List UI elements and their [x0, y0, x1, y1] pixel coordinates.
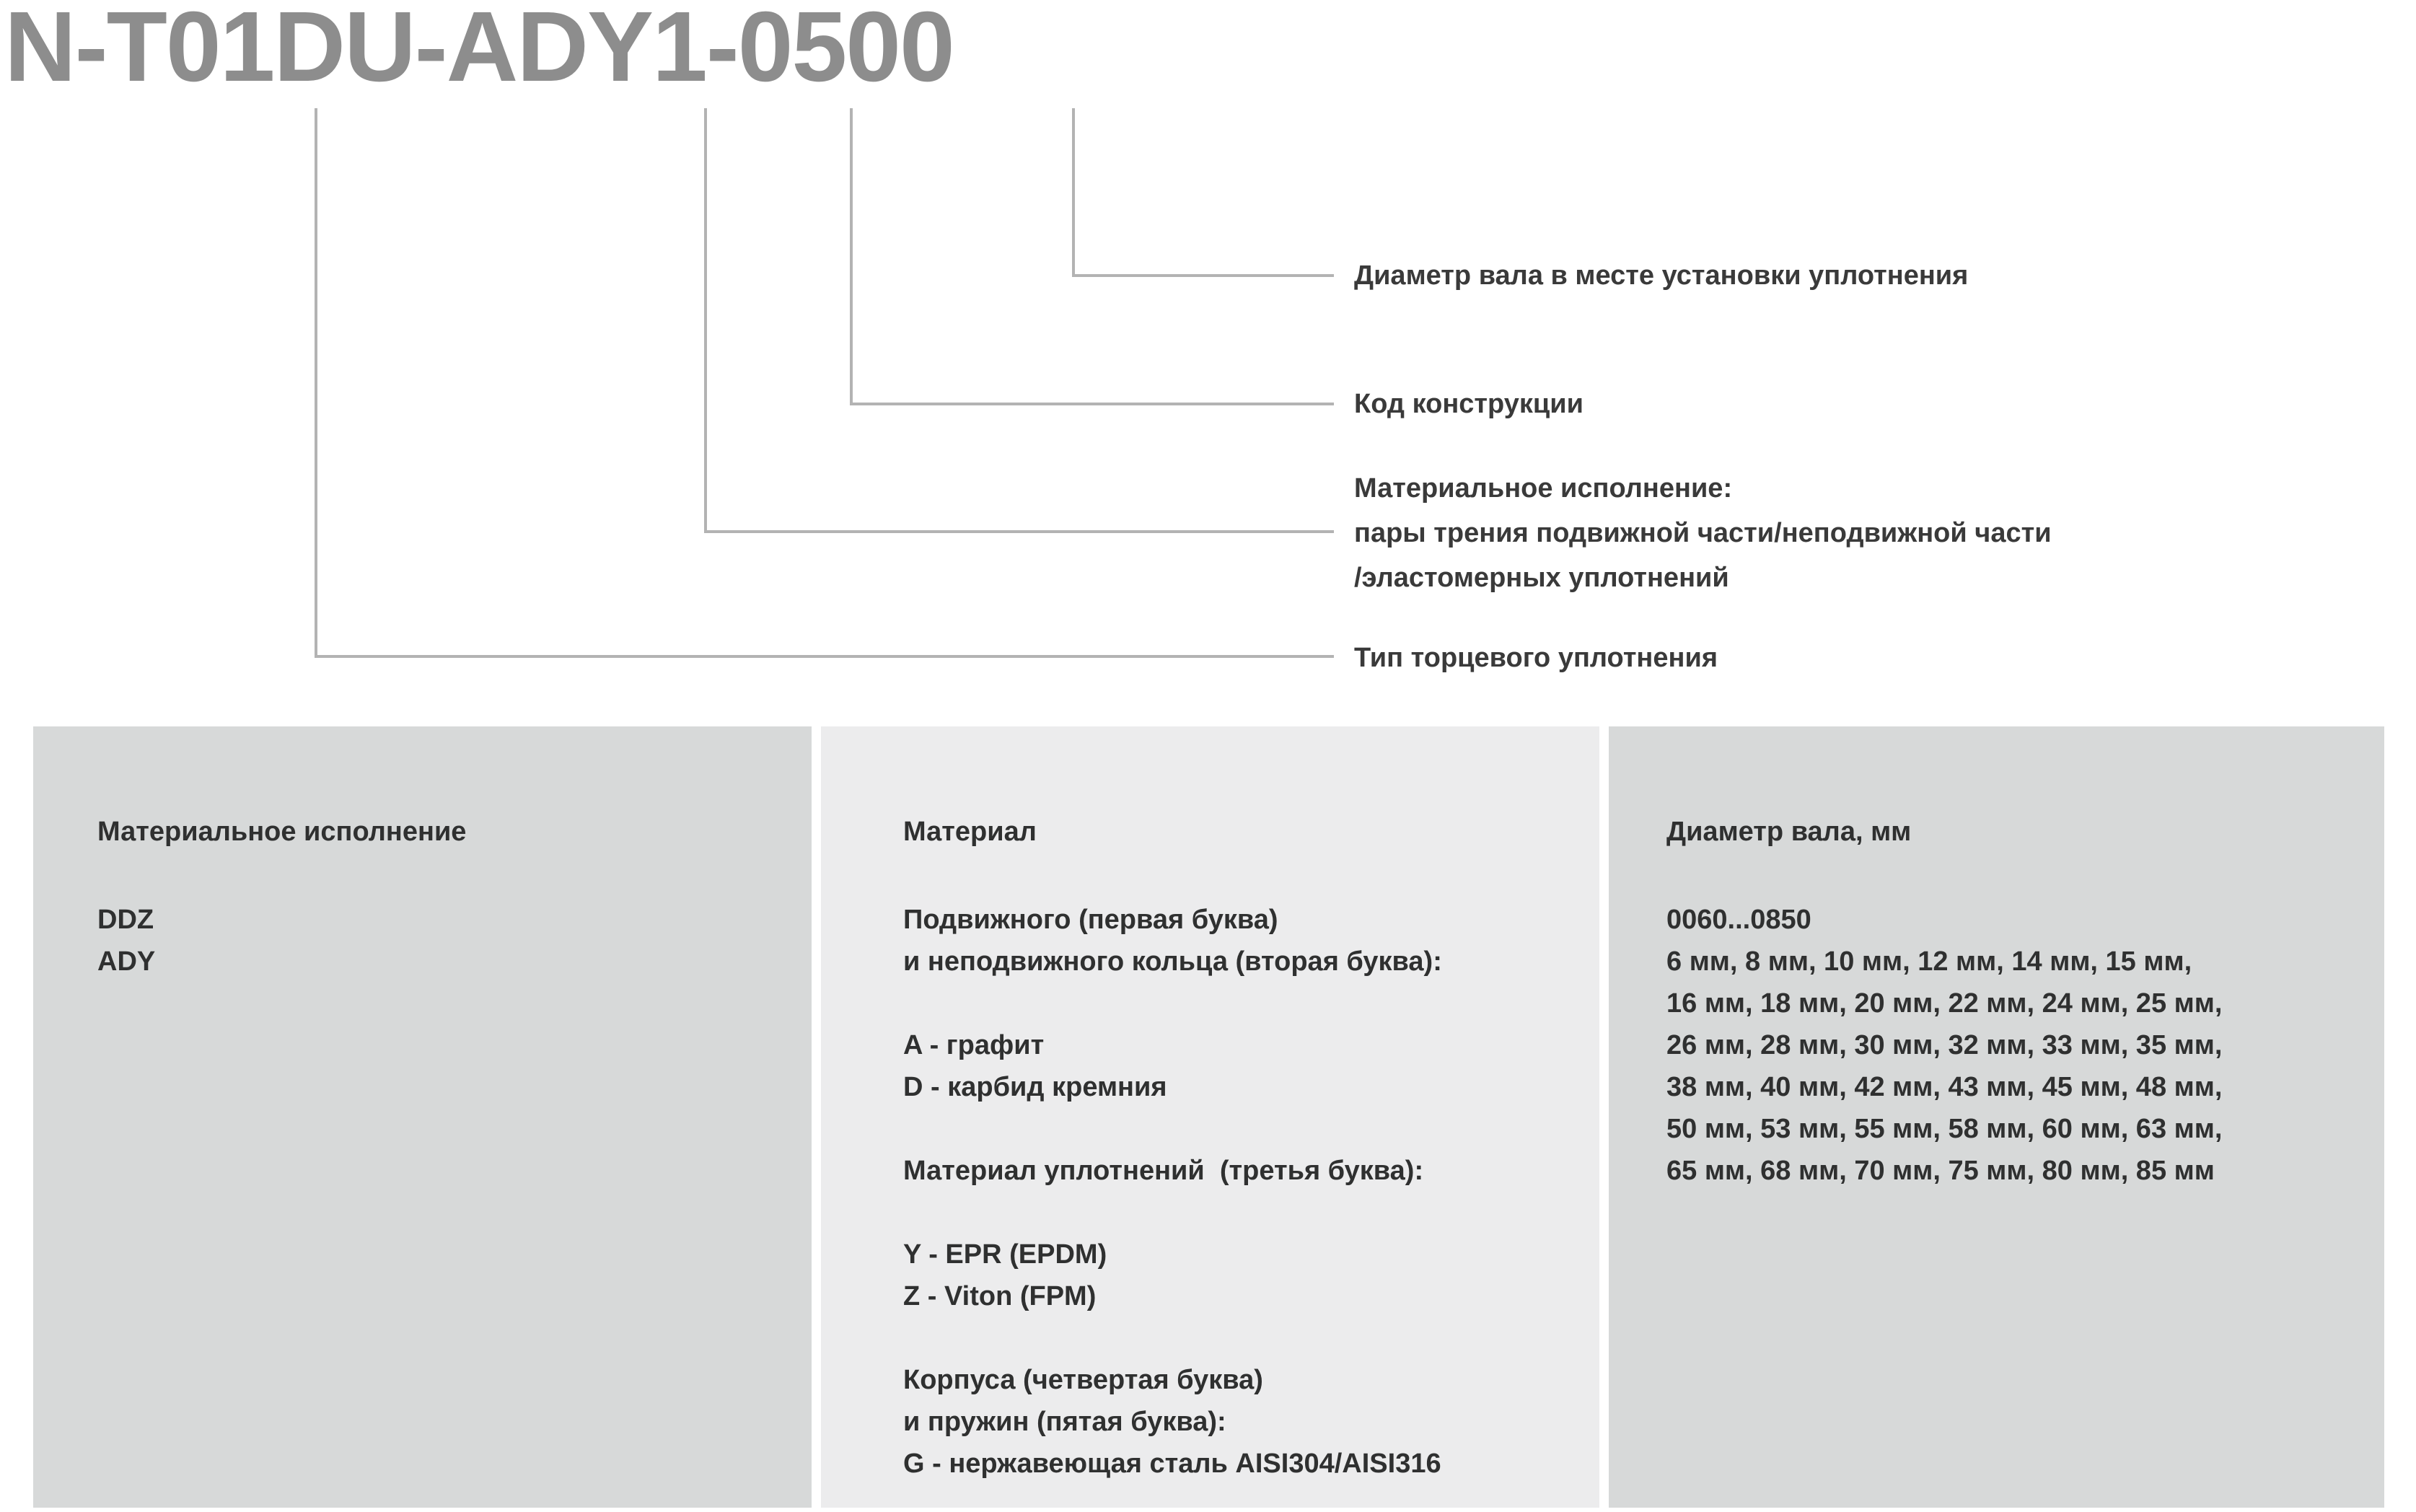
column-header-material: Материал	[903, 817, 1037, 847]
text-line: 50 мм, 53 мм, 55 мм, 58 мм, 60 мм, 63 мм,	[1666, 1114, 2223, 1144]
text-line: ADY	[97, 946, 156, 977]
text-line: Подвижного (первая буква)	[903, 905, 1278, 935]
column-header-material-version: Материальное исполнение	[97, 817, 467, 847]
column-body-material-version	[97, 899, 155, 983]
text-line: Y - EPR (EPDM)	[903, 1239, 1107, 1270]
callout-label-shaft-diameter: Диаметр вала в месте установки уплотнения	[1354, 260, 1969, 291]
text-line	[903, 983, 1442, 1024]
text-line: Z - Viton (FPM)	[903, 1281, 1097, 1311]
text-line: 16 мм, 18 мм, 20 мм, 22 мм, 24 мм, 25 мм,	[1666, 988, 2223, 1019]
text-line: Материал уплотнений (третья буква):	[903, 1156, 1424, 1186]
text-line: Корпуса (четвертая буква)	[903, 1365, 1263, 1395]
callout-label-seal-type: Тип торцевого уплотнения	[1354, 643, 1718, 673]
callout-label-design-code: Код конструкции	[1354, 389, 1583, 419]
text-line: пары трения подвижной части/неподвижной части	[1354, 518, 2052, 548]
text-line: Материальное исполнение:	[1354, 473, 1733, 504]
text-line: и неподвижного кольца (вторая буква):	[903, 946, 1442, 977]
text-line: 65 мм, 68 мм, 70 мм, 75 мм, 80 мм, 85 мм	[1666, 1156, 2215, 1186]
column-header-shaft-diameter: Диаметр вала, мм	[1666, 817, 1912, 847]
text-line	[903, 1317, 1442, 1359]
text-line: и пружин (пятая буква):	[903, 1407, 1226, 1437]
text-line: 6 мм, 8 мм, 10 мм, 12 мм, 14 мм, 15 мм,	[1666, 946, 2192, 977]
text-line: G - нержавеющая сталь AISI304/AISI316	[903, 1449, 1441, 1479]
text-line: A - графит	[903, 1030, 1045, 1060]
text-line: 38 мм, 40 мм, 42 мм, 43 мм, 45 мм, 48 мм,	[1666, 1072, 2223, 1102]
text-line: /эластомерных уплотнений	[1354, 563, 1729, 593]
text-line	[903, 1192, 1442, 1234]
callout-line-shaft-diameter	[1072, 108, 1334, 277]
column-body-shaft-diameter	[1666, 899, 2222, 1192]
callout-label-material-version	[1354, 466, 2052, 600]
text-line: DDZ	[97, 905, 154, 935]
text-line: D - карбид кремния	[903, 1072, 1167, 1102]
column-body-material	[903, 899, 1442, 1485]
product-code-title: N-T01DU-ADY1-0500	[4, 0, 954, 102]
text-line: 26 мм, 28 мм, 30 мм, 32 мм, 33 мм, 35 мм,	[1666, 1030, 2223, 1060]
text-line: 0060...0850	[1666, 905, 1811, 935]
text-line	[903, 1108, 1442, 1150]
